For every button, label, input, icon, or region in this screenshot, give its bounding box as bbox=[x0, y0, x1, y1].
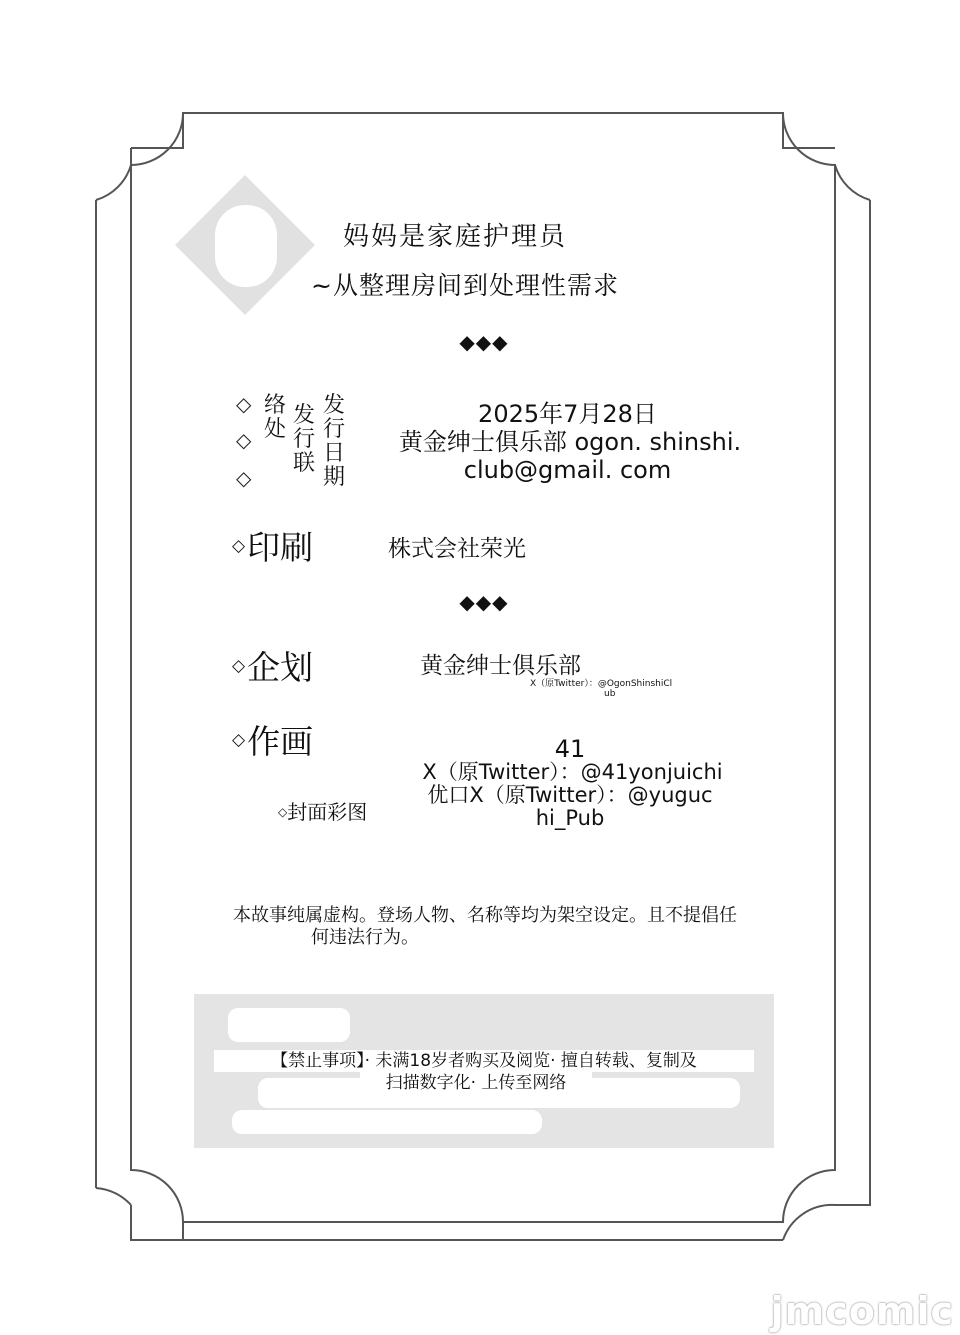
prohibition-line2: 扫描数字化· 上传至网络 bbox=[360, 1072, 592, 1094]
cover-art-label: ◇封面彩图 bbox=[278, 800, 368, 824]
site-watermark-logo: jmcomic bbox=[770, 1289, 954, 1333]
bullet-diamond-icon: ◇ bbox=[278, 805, 288, 819]
bullet-diamond-icon: ◇ bbox=[232, 656, 246, 676]
book-title: 妈妈是家庭护理员 bbox=[342, 222, 567, 252]
book-subtitle: ~从整理房间到处理性需求 bbox=[311, 271, 619, 300]
plan-note-line2: ub bbox=[604, 689, 616, 699]
art-line1: 41 bbox=[554, 735, 586, 763]
art-heading: ◇作画 bbox=[232, 722, 314, 761]
plan-heading: ◇企划 bbox=[232, 648, 314, 687]
publisher-line1: 黄金绅士俱乐部 ogon. shinshi. bbox=[398, 428, 742, 456]
bullet-diamond-icon: ◇ bbox=[232, 730, 246, 750]
label-contact: 络处 bbox=[263, 393, 286, 442]
publisher-line2: club@gmail. com bbox=[463, 456, 672, 484]
art-line4: hi_Pub bbox=[535, 806, 605, 830]
release-date: 2025年7月28日 bbox=[478, 400, 657, 428]
redaction-blot bbox=[228, 1008, 350, 1042]
bullet-diamond-icon: ◇ bbox=[236, 392, 252, 416]
art-line3: 优口X（原Twitter）：@yuguc bbox=[427, 783, 713, 807]
plan-note-line1: X（原Twitter）：@OgonShinshiCl bbox=[530, 679, 673, 689]
redaction-blot bbox=[232, 1110, 542, 1134]
print-value: 株式会社荣光 bbox=[388, 536, 526, 562]
label-release-date: 发行日期 bbox=[322, 393, 345, 490]
disclaimer-line1: 本故事纯属虚构。登场人物、名称等均为架空设定。且不提倡任 bbox=[233, 905, 737, 926]
bullet-diamond-icon: ◇ bbox=[236, 466, 252, 490]
prohibition-line1: 【禁止事项】· 未满18岁者购买及阅览· 擅自转载、复制及 bbox=[214, 1050, 754, 1072]
bullet-diamond-icon: ◇ bbox=[232, 536, 246, 556]
print-heading: ◇印刷 bbox=[232, 528, 314, 567]
plan-value: 黄金绅士俱乐部 bbox=[420, 653, 581, 679]
separator-top: ◆◆◆ bbox=[459, 330, 509, 354]
disclaimer-line2: 何违法行为。 bbox=[311, 927, 419, 948]
art-line2: X（原Twitter）：@41yonjuichi bbox=[422, 760, 723, 784]
separator-middle: ◆◆◆ bbox=[459, 590, 509, 614]
bullet-diamond-icon: ◇ bbox=[236, 428, 252, 452]
label-publisher: 发行联 bbox=[292, 403, 315, 476]
